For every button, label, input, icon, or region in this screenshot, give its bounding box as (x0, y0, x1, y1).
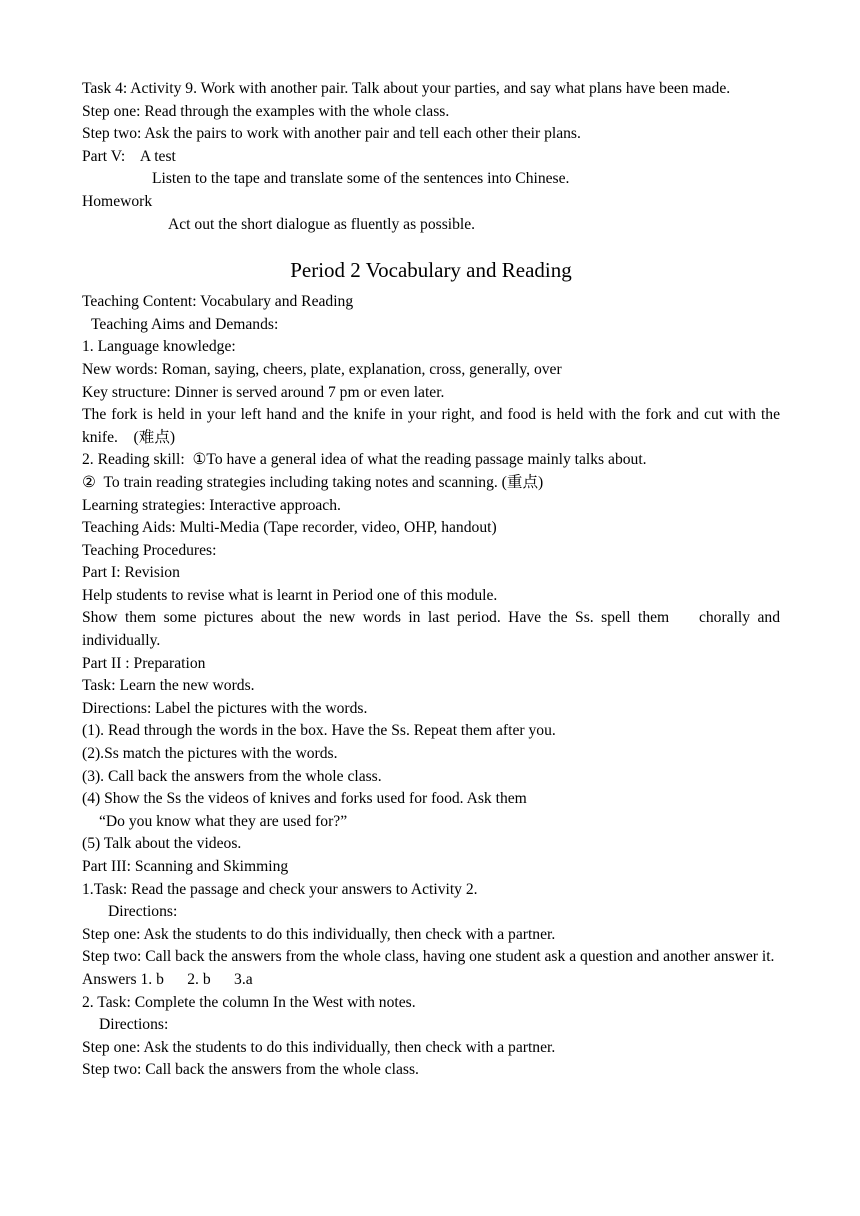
body-line: Step one: Ask the students to do this individually, then check with a partner. (82, 1038, 556, 1056)
body-line: Step two: Call back the answers from the whole class, having one student ask a question and another answer it. (82, 948, 775, 966)
step-one-line: Step one: Read through the examples with the whole class. (82, 102, 450, 120)
body-line: (1). Read through the words in the box. Have the Ss. Repeat them after you. (82, 722, 556, 740)
homework-text: Act out the short dialogue as fluently as possible. (168, 215, 476, 233)
body-line: Answers 1. b 2. b 3.a (82, 970, 253, 988)
body-line: Step two: Call back the answers from the whole class. (82, 1061, 419, 1079)
body-line: Show them some pictures about the new words in last period. Have the Ss. spell them chorally and individually. (82, 609, 784, 650)
body-line: Learning strategies: Interactive approach. (82, 496, 341, 514)
body-line: Help students to revise what is learnt in Period one of this module. (82, 586, 498, 604)
body-line: 2. Task: Complete the column In the West with notes. (82, 993, 416, 1011)
body-line: Teaching Content: Vocabulary and Reading (82, 293, 354, 311)
body-line: (5) Talk about the videos. (82, 835, 242, 853)
body-line: Teaching Aids: Multi-Media (Tape recorder, video, OHP, handout) (82, 519, 497, 537)
body-line: Teaching Procedures: (82, 541, 217, 559)
homework-heading: Homework (82, 192, 153, 210)
body-line: Task: Learn the new words. (82, 677, 255, 695)
section-body (82, 291, 784, 1082)
body-line: Directions: Label the pictures with the words. (82, 699, 368, 717)
part-five-text: Listen to the tape and translate some of the sentences into Chinese. (152, 170, 570, 188)
body-line: Key structure: Dinner is served around 7 pm or even later. (82, 383, 445, 401)
document-page (82, 78, 784, 1082)
body-line: Part II : Preparation (82, 654, 206, 672)
body-line: New words: Roman, saying, cheers, plate, explanation, cross, generally, over (82, 360, 562, 378)
body-line: Part III: Scanning and Skimming (82, 858, 289, 875)
body-line: (3). Call back the answers from the whole class. (82, 767, 382, 785)
part-five-heading: Part V: A test (82, 147, 176, 165)
body-line: 1. Language knowledge: (82, 338, 236, 356)
section-title: Period 2 Vocabulary and Reading (290, 258, 572, 283)
step-two-line: Step two: Ask the pairs to work with another pair and tell each other their plans. (82, 125, 581, 143)
body-line: Part I: Revision (82, 564, 180, 582)
body-line: “Do you know what they are used for?” (99, 812, 348, 830)
task4-paragraph: Task 4: Activity 9. Work with another pair. Talk about your parties, and say what plans have been made. (82, 80, 731, 97)
body-line: 2. Reading skill: ①To have a general idea of what the reading passage mainly talks about. (82, 451, 647, 469)
body-line: Directions: (99, 1016, 169, 1034)
body-line: (2).Ss match the pictures with the words. (82, 745, 338, 763)
body-line: 1.Task: Read the passage and check your answers to Activity 2. (82, 880, 478, 898)
body-line: (4) Show the Ss the videos of knives and forks used for food. Ask them (82, 790, 527, 808)
body-line: Teaching Aims and Demands: (91, 315, 279, 333)
body-line: Directions: (108, 903, 178, 921)
body-line: ② To train reading strategies including taking notes and scanning. (重点) (82, 473, 544, 491)
body-line: Step one: Ask the students to do this individually, then check with a partner. (82, 925, 556, 943)
body-line: The fork is held in your left hand and the knife in your right, and food is held with the fork and cut with the knife. (难点) (82, 406, 784, 446)
